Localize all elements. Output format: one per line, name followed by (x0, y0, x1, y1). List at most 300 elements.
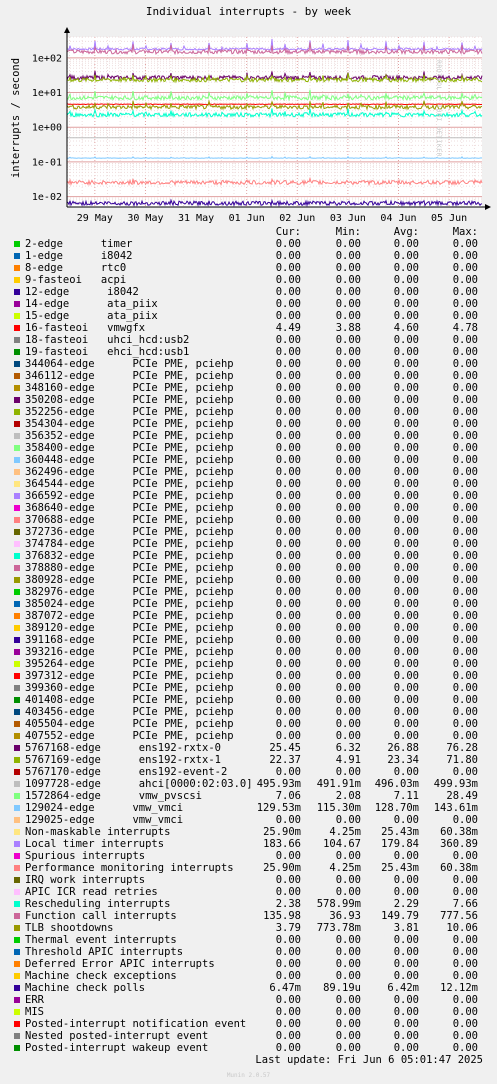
legend-avg-value: 0.00 (393, 406, 419, 418)
legend-max-value: 71.80 (446, 754, 478, 766)
legend-cur-value: 25.90m (263, 862, 301, 874)
legend-min-value: 0.00 (335, 478, 361, 490)
legend-swatch (14, 301, 20, 307)
legend-row (0, 682, 497, 694)
legend-swatch (14, 637, 20, 643)
legend-cur-value: 0.00 (275, 502, 301, 514)
legend-avg-value: 0.00 (393, 874, 419, 886)
legend-avg-value: 0.00 (393, 634, 419, 646)
legend-cur-value: 0.00 (275, 682, 301, 694)
legend-row (0, 274, 497, 286)
legend-cur-value: 0.00 (275, 658, 301, 670)
legend-max-value: 143.61m (433, 802, 478, 814)
legend-min-value: 0.00 (335, 622, 361, 634)
legend-swatch (14, 481, 20, 487)
legend-avg-value: 25.43m (381, 862, 419, 874)
legend-avg-value: 0.00 (393, 658, 419, 670)
legend-max-value: 0.00 (452, 658, 478, 670)
legend-row (0, 514, 497, 526)
legend-cur-value: 0.00 (275, 958, 301, 970)
legend-min-value: 0.00 (335, 274, 361, 286)
legend-cur-value: 3.79 (275, 922, 301, 934)
legend-swatch (14, 289, 20, 295)
legend-min-value: 0.00 (335, 886, 361, 898)
legend-row (0, 670, 497, 682)
rrdtool-brand: RRDTOOL / TOBI OETIKER (435, 60, 443, 158)
legend-label: Posted-interrupt wakeup event (25, 1042, 209, 1054)
legend-min-value: 0.00 (335, 598, 361, 610)
legend-label: Nested posted-interrupt event (25, 1030, 209, 1042)
legend-row (0, 478, 497, 490)
munin-version: Munin 2.0.57 (226, 1072, 271, 1079)
legend-avg-value: 0.00 (393, 574, 419, 586)
legend-max-value: 0.00 (452, 502, 478, 514)
legend-swatch (14, 745, 20, 751)
legend-cur-value: 0.00 (275, 418, 301, 430)
legend-label: Spurious interrupts (25, 850, 146, 862)
legend-cur-value: 25.45 (269, 742, 301, 754)
legend-row (0, 454, 497, 466)
legend-max-value: 0.00 (452, 394, 478, 406)
legend-row (0, 250, 497, 262)
legend-max-value: 0.00 (452, 958, 478, 970)
legend-max-value: 0.00 (452, 946, 478, 958)
header-cur: Cur: (275, 226, 301, 238)
legend-cur-value: 0.00 (275, 1006, 301, 1018)
legend-min-value: 0.00 (335, 1006, 361, 1018)
legend-max-value: 60.38m (440, 862, 478, 874)
legend-row (0, 718, 497, 730)
legend-min-value: 0.00 (335, 970, 361, 982)
legend-avg-value: 0.00 (393, 958, 419, 970)
legend-label: 362496-edge PCIe PME, pciehp (25, 466, 234, 478)
legend-swatch (14, 769, 20, 775)
legend-max-value: 0.00 (452, 418, 478, 430)
legend-swatch (14, 1033, 20, 1039)
legend-min-value: 0.00 (335, 610, 361, 622)
legend-swatch (14, 805, 20, 811)
legend-min-value: 0.00 (335, 682, 361, 694)
legend-row (0, 502, 497, 514)
legend-label: 5767169-edge ens192-rxtx-1 (25, 754, 221, 766)
legend-swatch (14, 601, 20, 607)
legend-cur-value: 0.00 (275, 454, 301, 466)
legend-cur-value: 0.00 (275, 466, 301, 478)
legend-label: 405504-edge PCIe PME, pciehp (25, 718, 234, 730)
legend-row (0, 550, 497, 562)
legend-row (0, 946, 497, 958)
legend-cur-value: 183.66 (263, 838, 301, 850)
legend-swatch (14, 685, 20, 691)
legend-max-value: 0.00 (452, 886, 478, 898)
legend-row (0, 802, 497, 814)
legend-max-value: 0.00 (452, 586, 478, 598)
legend-row (0, 814, 497, 826)
legend-row (0, 298, 497, 310)
legend-swatch (14, 277, 20, 283)
legend-min-value: 0.00 (335, 346, 361, 358)
legend-row (0, 898, 497, 910)
legend-min-value: 0.00 (335, 358, 361, 370)
legend-avg-value: 0.00 (393, 934, 419, 946)
legend-cur-value: 0.00 (275, 562, 301, 574)
y-tick-label: 1e+02 (31, 53, 62, 65)
legend-label: 374784-edge PCIe PME, pciehp (25, 538, 234, 550)
legend-avg-value: 0.00 (393, 598, 419, 610)
legend-label: Thermal event interrupts (25, 934, 177, 946)
legend-label: 344064-edge PCIe PME, pciehp (25, 358, 234, 370)
legend-swatch (14, 649, 20, 655)
y-tick-label: 1e-01 (31, 157, 62, 169)
legend-row (0, 430, 497, 442)
legend-cur-value: 22.37 (269, 754, 301, 766)
last-update: Last update: Fri Jun 6 05:01:47 2025 (255, 1054, 483, 1066)
legend-row (0, 622, 497, 634)
legend-swatch (14, 553, 20, 559)
legend-row (0, 790, 497, 802)
legend-max-value: 0.00 (452, 262, 478, 274)
legend-cur-value: 0.00 (275, 550, 301, 562)
legend-row (0, 874, 497, 886)
legend-swatch (14, 817, 20, 823)
legend-row (0, 1006, 497, 1018)
legend-max-value: 7.66 (452, 898, 478, 910)
legend-avg-value: 0.00 (393, 970, 419, 982)
legend-min-value: 0.00 (335, 766, 361, 778)
legend-min-value: 0.00 (335, 850, 361, 862)
legend-avg-value: 0.00 (393, 442, 419, 454)
legend-swatch (14, 985, 20, 991)
legend-label: Non-maskable interrupts (25, 826, 171, 838)
legend-cur-value: 0.00 (275, 730, 301, 742)
legend-min-value: 0.00 (335, 418, 361, 430)
legend-swatch (14, 613, 20, 619)
legend-label: 407552-edge PCIe PME, pciehp (25, 730, 234, 742)
legend-min-value: 36.93 (329, 910, 361, 922)
legend-swatch (14, 409, 20, 415)
legend-max-value: 0.00 (452, 994, 478, 1006)
legend-avg-value: 0.00 (393, 550, 419, 562)
legend-max-value: 0.00 (452, 454, 478, 466)
legend-row (0, 490, 497, 502)
legend-label: 1097728-edge ahci[0000:02:03.0] (25, 778, 253, 790)
legend-max-value: 0.00 (452, 562, 478, 574)
legend-swatch (14, 349, 20, 355)
legend-max-value: 0.00 (452, 670, 478, 682)
legend-row (0, 394, 497, 406)
legend-row (0, 754, 497, 766)
legend-cur-value: 0.00 (275, 478, 301, 490)
legend-max-value: 0.00 (452, 490, 478, 502)
legend-label: 360448-edge PCIe PME, pciehp (25, 454, 234, 466)
legend-cur-value: 0.00 (275, 274, 301, 286)
legend-cur-value: 0.00 (275, 586, 301, 598)
legend-swatch (14, 445, 20, 451)
legend-max-value: 0.00 (452, 694, 478, 706)
legend-avg-value: 0.00 (393, 382, 419, 394)
legend-min-value: 0.00 (335, 490, 361, 502)
legend-cur-value: 0.00 (275, 298, 301, 310)
legend-cur-value: 0.00 (275, 250, 301, 262)
legend-min-value: 3.88 (335, 322, 361, 334)
legend-max-value: 0.00 (452, 814, 478, 826)
legend-avg-value: 0.00 (393, 286, 419, 298)
chart-title: Individual interrupts - by week (145, 5, 352, 18)
legend-label: Performance monitoring interrupts (25, 862, 234, 874)
legend-min-value: 0.00 (335, 334, 361, 346)
y-tick-label: 1e+01 (31, 88, 62, 100)
legend-avg-value: 0.00 (393, 466, 419, 478)
legend-swatch (14, 697, 20, 703)
legend-row (0, 538, 497, 550)
legend-min-value: 0.00 (335, 502, 361, 514)
legend-swatch (14, 457, 20, 463)
legend-row (0, 742, 497, 754)
legend-row (0, 862, 497, 874)
legend-label: 5767170-edge ens192-event-2 (25, 766, 228, 778)
legend-avg-value: 0.00 (393, 358, 419, 370)
legend-min-value: 0.00 (335, 562, 361, 574)
legend-max-value: 0.00 (452, 250, 478, 262)
legend-swatch (14, 541, 20, 547)
legend-cur-value: 0.00 (275, 850, 301, 862)
legend-cur-value: 0.00 (275, 874, 301, 886)
legend-row (0, 778, 497, 790)
legend-swatch (14, 469, 20, 475)
legend-avg-value: 23.34 (387, 754, 419, 766)
legend-max-value: 0.00 (452, 706, 478, 718)
legend-min-value: 0.00 (335, 514, 361, 526)
legend-max-value: 0.00 (452, 1018, 478, 1030)
legend-min-value: 6.32 (335, 742, 361, 754)
legend-min-value: 0.00 (335, 994, 361, 1006)
legend-max-value: 0.00 (452, 646, 478, 658)
legend-avg-value: 0.00 (393, 502, 419, 514)
legend-cur-value: 0.00 (275, 814, 301, 826)
legend-max-value: 0.00 (452, 526, 478, 538)
legend-min-value: 0.00 (335, 706, 361, 718)
legend-max-value: 0.00 (452, 538, 478, 550)
legend-label: 350208-edge PCIe PME, pciehp (25, 394, 234, 406)
legend-label: 19-fasteoi ehci_hcd:usb1 (25, 346, 190, 358)
legend-swatch (14, 577, 20, 583)
legend-min-value: 0.00 (335, 646, 361, 658)
legend-cur-value: 0.00 (275, 514, 301, 526)
legend-cur-value: 0.00 (275, 610, 301, 622)
legend-avg-value: 179.84 (381, 838, 419, 850)
legend-max-value: 0.00 (452, 766, 478, 778)
legend-min-value: 0.00 (335, 814, 361, 826)
header-min: Min: (335, 226, 361, 238)
legend-label: 372736-edge PCIe PME, pciehp (25, 526, 234, 538)
legend-label: 129025-edge vmw_vmci (25, 814, 184, 826)
legend-row (0, 994, 497, 1006)
legend-min-value: 0.00 (335, 574, 361, 586)
legend-swatch (14, 265, 20, 271)
legend-avg-value: 0.00 (393, 622, 419, 634)
legend-label: 14-edge ata_piix (25, 298, 158, 310)
legend-min-value: 773.78m (316, 922, 361, 934)
legend-max-value: 0.00 (452, 730, 478, 742)
legend-row (0, 370, 497, 382)
legend-label: 393216-edge PCIe PME, pciehp (25, 646, 234, 658)
legend-cur-value: 0.00 (275, 286, 301, 298)
legend-row (0, 970, 497, 982)
legend-cur-value: 0.00 (275, 1030, 301, 1042)
legend-max-value: 0.00 (452, 406, 478, 418)
legend-label: Machine check exceptions (25, 970, 177, 982)
legend-cur-value: 0.00 (275, 394, 301, 406)
legend-swatch (14, 385, 20, 391)
legend-min-value: 104.67 (323, 838, 361, 850)
legend-avg-value: 0.00 (393, 418, 419, 430)
legend-cur-value: 0.00 (275, 670, 301, 682)
legend-swatch (14, 397, 20, 403)
legend-avg-value: 0.00 (393, 610, 419, 622)
legend-cur-value: 0.00 (275, 694, 301, 706)
legend-min-value: 0.00 (335, 586, 361, 598)
legend-row (0, 706, 497, 718)
legend-avg-value: 0.00 (393, 250, 419, 262)
legend-min-value: 0.00 (335, 874, 361, 886)
x-tick-label: 01 Jun (228, 213, 265, 224)
legend-cur-value: 25.90m (263, 826, 301, 838)
legend-max-value: 0.00 (452, 1006, 478, 1018)
legend-row (0, 1018, 497, 1030)
legend-max-value: 0.00 (452, 1042, 478, 1054)
legend-min-value: 0.00 (335, 370, 361, 382)
legend-swatch (14, 253, 20, 259)
legend-row (0, 262, 497, 274)
legend-cur-value: 0.00 (275, 262, 301, 274)
legend-max-value: 0.00 (452, 514, 478, 526)
legend-swatch (14, 709, 20, 715)
legend-swatch (14, 997, 20, 1003)
legend-min-value: 0.00 (335, 466, 361, 478)
legend-row (0, 286, 497, 298)
legend-max-value: 0.00 (452, 370, 478, 382)
legend-min-value: 0.00 (335, 694, 361, 706)
legend-label: 376832-edge PCIe PME, pciehp (25, 550, 234, 562)
legend-avg-value: 0.00 (393, 334, 419, 346)
legend-label: 129024-edge vmw_vmci (25, 802, 184, 814)
legend-row (0, 598, 497, 610)
legend-row (0, 694, 497, 706)
legend-avg-value: 496.03m (374, 778, 419, 790)
legend-avg-value: 149.79 (381, 910, 419, 922)
legend-label: 8-edge rtc0 (25, 262, 127, 274)
legend-cur-value: 2.38 (275, 898, 301, 910)
legend-swatch (14, 829, 20, 835)
legend-label: 1-edge i8042 (25, 250, 133, 262)
legend-swatch (14, 733, 20, 739)
legend-min-value: 0.00 (335, 286, 361, 298)
legend-label: Threshold APIC interrupts (25, 946, 184, 958)
legend-swatch (14, 337, 20, 343)
legend-row (0, 910, 497, 922)
legend-label: 399360-edge PCIe PME, pciehp (25, 682, 234, 694)
legend-max-value: 0.00 (452, 970, 478, 982)
legend-avg-value: 0.00 (393, 514, 419, 526)
legend-max-value: 0.00 (452, 682, 478, 694)
legend-cur-value: 0.00 (275, 970, 301, 982)
legend-max-value: 0.00 (452, 466, 478, 478)
legend-swatch (14, 865, 20, 871)
legend-max-value: 0.00 (452, 298, 478, 310)
y-tick-label: 1e-02 (31, 192, 62, 204)
legend-avg-value: 0.00 (393, 1042, 419, 1054)
legend-label: IRQ work interrupts (25, 874, 146, 886)
legend-max-value: 0.00 (452, 598, 478, 610)
legend-cur-value: 0.00 (275, 406, 301, 418)
legend-swatch (14, 421, 20, 427)
legend-avg-value: 0.00 (393, 454, 419, 466)
legend-swatch (14, 901, 20, 907)
legend-avg-value: 0.00 (393, 1006, 419, 1018)
legend-swatch (14, 949, 20, 955)
legend-min-value: 0.00 (335, 1018, 361, 1030)
legend-label: 5767168-edge ens192-rxtx-0 (25, 742, 221, 754)
legend-min-value: 0.00 (335, 298, 361, 310)
legend-swatch (14, 961, 20, 967)
legend-max-value: 0.00 (452, 550, 478, 562)
legend-avg-value: 0.00 (393, 694, 419, 706)
legend-max-value: 0.00 (452, 382, 478, 394)
legend-min-value: 0.00 (335, 238, 361, 250)
legend-label: Local timer interrupts (25, 838, 165, 850)
legend-label: APIC ICR read retries (25, 886, 158, 898)
legend-swatch (14, 589, 20, 595)
legend-min-value: 115.30m (316, 802, 361, 814)
legend-max-value: 60.38m (440, 826, 478, 838)
legend-avg-value: 0.00 (393, 850, 419, 862)
legend-avg-value: 0.00 (393, 1018, 419, 1030)
legend-max-value: 10.06 (446, 922, 478, 934)
legend-row (0, 586, 497, 598)
legend-row (0, 610, 497, 622)
legend-row (0, 466, 497, 478)
legend-min-value: 0.00 (335, 550, 361, 562)
legend-swatch (14, 433, 20, 439)
legend-min-value: 491.91m (316, 778, 361, 790)
legend-swatch (14, 325, 20, 331)
legend-swatch (14, 841, 20, 847)
legend-min-value: 0.00 (335, 634, 361, 646)
legend-cur-value: 6.47m (269, 982, 301, 994)
legend-swatch (14, 877, 20, 883)
legend-label: 358400-edge PCIe PME, pciehp (25, 442, 234, 454)
legend-row (0, 526, 497, 538)
legend-cur-value: 0.00 (275, 634, 301, 646)
legend-avg-value: 0.00 (393, 994, 419, 1006)
legend-cur-value: 0.00 (275, 430, 301, 442)
legend-min-value: 0.00 (335, 430, 361, 442)
legend-max-value: 0.00 (452, 274, 478, 286)
legend-row (0, 850, 497, 862)
legend-max-value: 0.00 (452, 358, 478, 370)
legend-max-value: 4.78 (452, 322, 478, 334)
legend-avg-value: 26.88 (387, 742, 419, 754)
legend-cur-value: 7.06 (275, 790, 301, 802)
legend-max-value: 0.00 (452, 1030, 478, 1042)
legend-avg-value: 0.00 (393, 562, 419, 574)
legend-min-value: 0.00 (335, 718, 361, 730)
legend-label: 16-fasteoi vmwgfx (25, 322, 146, 334)
legend-row (0, 658, 497, 670)
legend-avg-value: 0.00 (393, 946, 419, 958)
legend-swatch (14, 721, 20, 727)
legend-row (0, 922, 497, 934)
